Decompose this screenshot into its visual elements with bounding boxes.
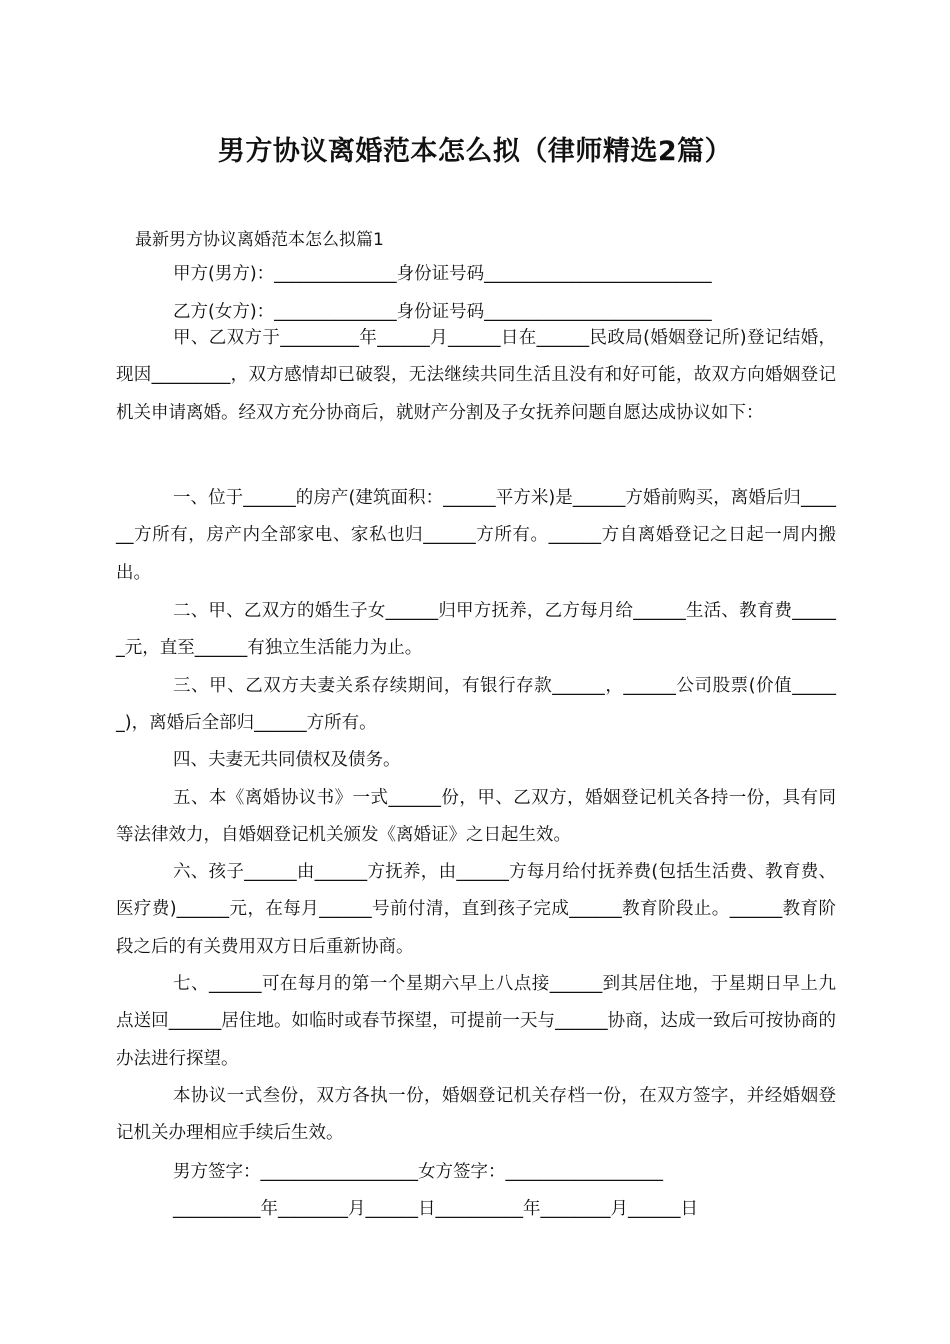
clause-3: 三、甲、乙双方夫妻关系存续期间，有银行存款______，______公司股票(价值______)，离婚后全部归______方所有。 — [116, 676, 836, 734]
clause-5: 五、本《离婚协议书》一式______份，甲、乙双方，婚姻登记机关各持一份，具有同等法律效力，自婚姻登记机关颁发《离婚证》之日起生效。 — [116, 788, 836, 846]
party-a-line: 甲方(男方)：______________身份证号码__________________________ — [173, 264, 712, 284]
clause-7: 七、______可在每月的第一个星期六早上八点接______到其居住地，于星期日早上九点送回______居住地。如临时或春节探望，可提前一天与______协商，达成一致后可按协商的办法进行探望。 — [116, 974, 836, 1069]
clause-1: 一、位于______的房产(建筑面积：______平方米)是______方婚前购买，离婚后归______方所有，房产内全部家电、家私也归______方所有。______方自离婚登记之日起一周内搬出。 — [116, 488, 836, 583]
closing-paragraph: 本协议一式叁份，双方各执一份，婚姻登记机关存档一份，在双方签字，并经婚姻登记机关办理相应手续后生效。 — [116, 1086, 836, 1144]
document-title: 男方协议离婚范本怎么拟（律师精选2篇） — [217, 136, 733, 167]
party-b-line: 乙方(女方)：______________身份证号码__________________________ — [173, 302, 712, 322]
clause-2: 二、甲、乙双方的婚生子女______归甲方抚养，乙方每月给______生活、教育费______元，直至______有独立生活能力为止。 — [116, 601, 836, 659]
clause-6: 六、孩子______由______方抚养，由______方每月给付抚养费(包括生活费、教育费、医疗费)______元，在每月______号前付清，直到孩子完成______教育阶段止。______教育阶段之后的有关费用双方日后重新协商。 — [116, 862, 836, 957]
clause-4: 四、夫妻无共同债权及债务。 — [173, 750, 401, 770]
section-heading: 最新男方协议离婚范本怎么拟篇1 — [135, 230, 384, 250]
signature-line: 男方签字：__________________女方签字：__________________ — [173, 1162, 663, 1182]
signature-date-line: __________年________月______日__________年________月______日 — [173, 1199, 698, 1219]
intro-paragraph: 甲、乙双方于_________年______月______日在______民政局(婚姻登记所)登记结婚，现因_________，双方感情却已破裂，无法继续共同生活且没有和好可能，故双方向婚姻登记机关申请离婚。经双方充分协商后，就财产分割及子女抚养问题自愿达成协议如下： — [116, 328, 836, 423]
